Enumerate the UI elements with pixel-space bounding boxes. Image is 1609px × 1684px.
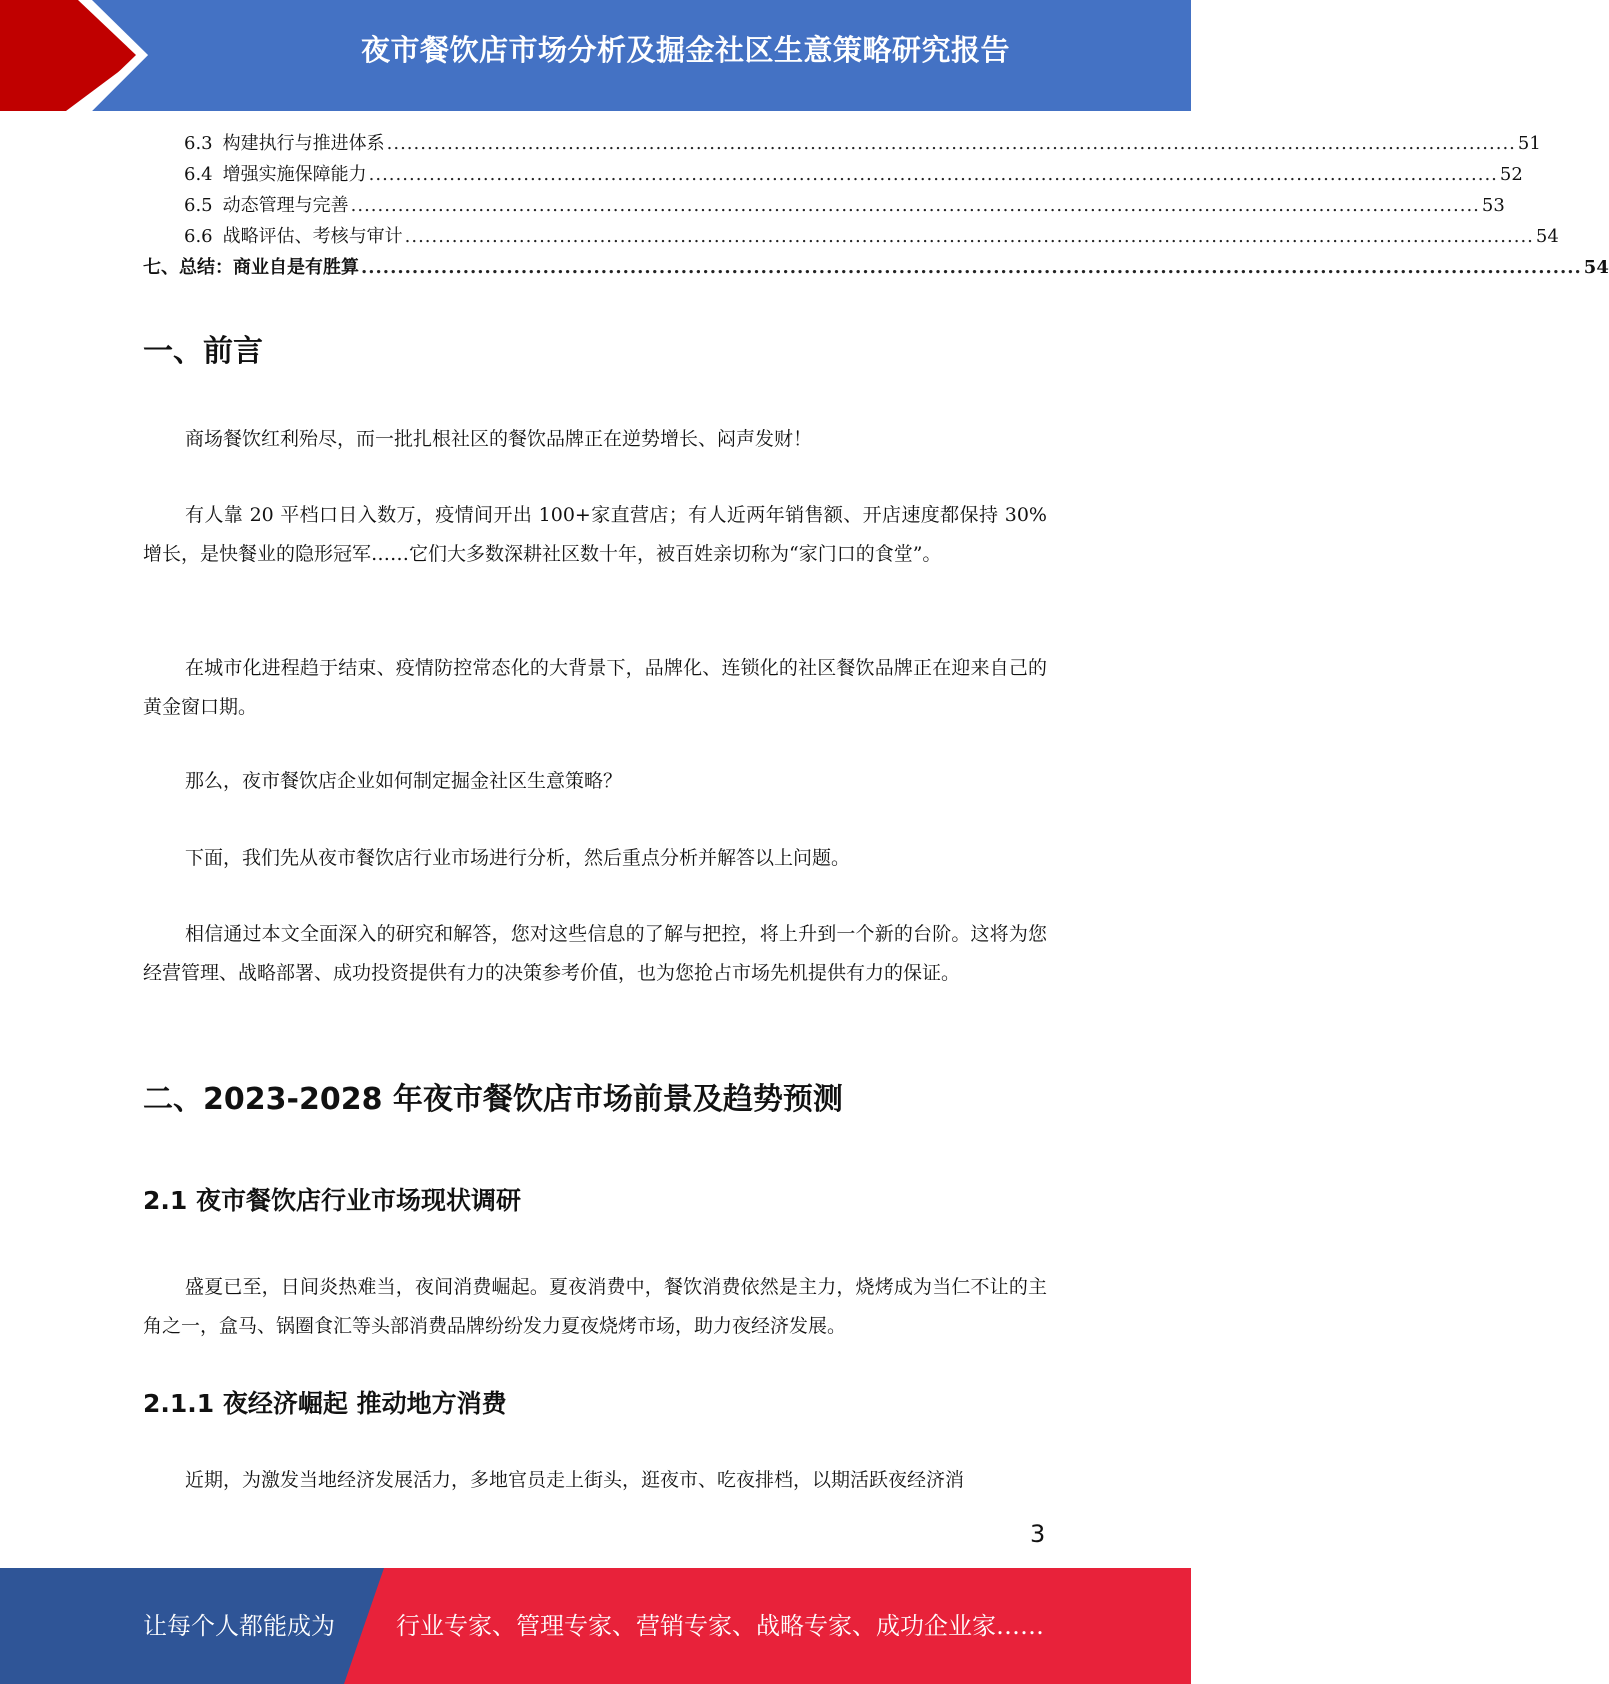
page-footer [0, 1568, 1191, 1684]
toc-entry-title: 构建执行与推进体系 [222, 133, 385, 154]
toc-entry-number: 6.5 [184, 195, 213, 216]
toc-entry-title: 动态管理与完善 [222, 195, 349, 216]
toc-entry[interactable] [143, 128, 1541, 159]
toc-leader-dots: ........................................................................................................................................................................ [386, 133, 1516, 154]
body-paragraph: 下面，我们先从夜市餐饮店行业市场进行分析，然后重点分析并解答以上问题。 [185, 847, 851, 869]
toc-entry-number: 6.4 [184, 164, 213, 185]
toc-entry-title: 战略评估、考核与审计 [222, 226, 403, 247]
toc-entry-page: 51 [1517, 133, 1541, 154]
toc-entry-number: 6.3 [184, 133, 213, 154]
toc-entry-page: 54 [1583, 257, 1609, 278]
toc-entry-page: 54 [1535, 226, 1559, 247]
body-paragraph: 盛夏已至，日间炎热难当，夜间消费崛起。夏夜消费中，餐饮消费依然是主力，烧烤成为当仁不让的主角之一，盒马、锅圈食汇等头部消费品牌纷纷发力夏夜烧烤市场，助力夜经济发展。 [143, 1276, 1047, 1337]
footer-slogan-left: 让每个人都能成为 [143, 1612, 335, 1640]
toc-entry[interactable] [143, 221, 1559, 252]
toc-entry[interactable] [143, 159, 1523, 190]
toc-leader-dots: ........................................................................................................................................................................ [361, 257, 1582, 278]
body-paragraph: 相信通过本文全面深入的研究和解答，您对这些信息的了解与把控，将上升到一个新的台阶。这将为您经营管理、战略部署、成功投资提供有力的决策参考价值，也为您抢占市场先机提供有力的保证。 [143, 923, 1047, 984]
report-title: 夜市餐饮店市场分析及掘金社区生意策略研究报告 [360, 33, 1010, 67]
toc-entry-number: 6.6 [184, 226, 213, 247]
section-heading-forecast: 二、2023-2028 年夜市餐饮店市场前景及趋势预测 [143, 1082, 843, 1117]
toc-leader-dots: ........................................................................................................................................................................ [350, 195, 1480, 216]
header-arrow-decoration [0, 0, 170, 111]
toc-entry-title: 增强实施保障能力 [222, 164, 367, 185]
table-of-contents [143, 128, 1609, 283]
subsection-heading: 2.1.1 夜经济崛起 推动地方消费 [143, 1389, 507, 1418]
toc-entry-chapter[interactable] [143, 252, 1609, 283]
toc-entry-page: 53 [1481, 195, 1505, 216]
toc-leader-dots: ........................................................................................................................................................................ [404, 226, 1534, 247]
subsection-heading: 2.1 夜市餐饮店行业市场现状调研 [143, 1186, 521, 1215]
toc-entry-title: 七、总结：商业自是有胜算 [143, 257, 359, 278]
page-number: 3 [1030, 1520, 1046, 1548]
toc-entry[interactable] [143, 190, 1505, 221]
body-paragraph: 在城市化进程趋于结束、疫情防控常态化的大背景下，品牌化、连锁化的社区餐饮品牌正在迎来自己的黄金窗口期。 [143, 657, 1047, 718]
page-header [0, 0, 1191, 111]
footer-slogan-right: 行业专家、管理专家、营销专家、战略专家、成功企业家…… [396, 1612, 1044, 1640]
body-paragraph: 近期，为激发当地经济发展活力，多地官员走上街头，逛夜市、吃夜排档，以期活跃夜经济消 [185, 1469, 965, 1491]
body-paragraph: 商场餐饮红利殆尽，而一批扎根社区的餐饮品牌正在逆势增长、闷声发财！ [185, 428, 813, 450]
toc-entry-page: 52 [1499, 164, 1523, 185]
toc-leader-dots: ........................................................................................................................................................................ [368, 164, 1498, 185]
section-heading-preface: 一、前言 [143, 334, 263, 369]
body-paragraph: 那么，夜市餐饮店企业如何制定掘金社区生意策略？ [185, 770, 623, 792]
body-paragraph: 有人靠 20 平档口日入数万，疫情间开出 100+家直营店；有人近两年销售额、开店速度都保持 30%增长，是快餐业的隐形冠军……它们大多数深耕社区数十年，被百姓亲切称为“家门口的食堂”。 [143, 504, 1047, 565]
